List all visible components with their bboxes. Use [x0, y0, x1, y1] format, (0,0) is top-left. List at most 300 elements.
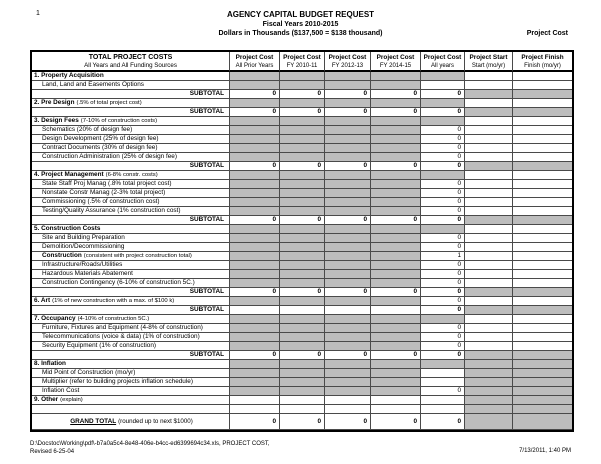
cost-fy-2014-15-cell: [371, 369, 421, 378]
header-line2: FY 2014-15: [379, 63, 412, 69]
project-start-cell[interactable]: [465, 252, 513, 261]
cost-all-prior-years-cell: [230, 135, 280, 144]
cost-fy-2014-15-cell: [371, 270, 421, 279]
section-row: [32, 360, 572, 369]
cost-all-prior-years-cell: [230, 297, 280, 306]
project-finish-cell[interactable]: [513, 180, 572, 189]
row-label: [32, 153, 230, 162]
project-start-cell: [465, 378, 513, 387]
row-label: [32, 279, 230, 288]
header-cost-all-prior-years: [230, 52, 280, 72]
cost-all-prior-years-cell: [230, 153, 280, 162]
row-label: [32, 396, 230, 405]
header-cost-fy-2014-15: [371, 52, 421, 72]
footer-revised: Revised 6-25-04: [30, 449, 75, 455]
cost-fy-2014-15-cell: [371, 279, 421, 288]
cost-all-years-cell: [421, 360, 465, 369]
header-line2: All Years and All Funding Sources: [84, 62, 177, 69]
title-block: [0, 10, 601, 37]
page-number: 1: [36, 10, 40, 17]
row-label-text: 2. Pre Design: [34, 99, 75, 106]
cost-fy-2012-13-cell[interactable]: 0: [325, 108, 371, 117]
cost-fy-2014-15-cell: [371, 117, 421, 126]
section-row: [32, 297, 572, 306]
project-finish-cell[interactable]: [513, 126, 572, 135]
cost-all-years-cell[interactable]: 0: [421, 90, 465, 99]
project-start-cell[interactable]: [465, 117, 513, 126]
line-item-row: [32, 144, 572, 153]
subtotal-row: [32, 351, 572, 360]
line-item-row: [32, 153, 572, 162]
cost-all-years-cell: [421, 117, 465, 126]
project-start-cell[interactable]: [465, 198, 513, 207]
project-start-cell: [465, 369, 513, 378]
header-line2: All Prior Years: [235, 63, 274, 69]
cost-fy-2010-11-cell: [280, 315, 325, 324]
header-line2: FY 2012-13: [331, 63, 364, 69]
budget-table: [30, 50, 574, 432]
cost-fy-2010-11-cell: [280, 234, 325, 243]
subtotal-row: [32, 306, 572, 315]
cost-all-prior-years-cell[interactable]: [230, 306, 280, 315]
cost-all-years-cell[interactable]: 0: [421, 207, 465, 216]
cost-all-years-cell[interactable]: 0: [421, 108, 465, 117]
project-start-cell[interactable]: [465, 261, 513, 270]
project-finish-cell: [513, 396, 572, 405]
cost-fy-2012-13-cell[interactable]: [325, 405, 371, 414]
cost-all-years-cell: [421, 171, 465, 180]
cost-all-prior-years-cell[interactable]: 0: [230, 351, 280, 360]
row-label: [32, 360, 230, 369]
cost-all-years-cell[interactable]: [421, 396, 465, 405]
row-label-text: Commissioning (.5% of construction cost): [42, 198, 160, 205]
cost-fy-2012-13-cell: [325, 135, 371, 144]
subtotal-row: [32, 216, 572, 225]
project-start-cell[interactable]: [465, 189, 513, 198]
cost-fy-2010-11-cell: [280, 81, 325, 90]
row-label-text: GRAND TOTAL: [70, 418, 117, 425]
cost-fy-2014-15-cell[interactable]: 0: [371, 288, 421, 297]
cost-all-prior-years-cell[interactable]: 0: [230, 162, 280, 171]
project-finish-cell[interactable]: [513, 297, 572, 306]
cost-fy-2014-15-cell: [371, 135, 421, 144]
cost-all-prior-years-cell: [230, 189, 280, 198]
project-finish-cell[interactable]: [513, 225, 572, 234]
cost-fy-2012-13-cell: [325, 189, 371, 198]
cost-fy-2012-13-cell[interactable]: [325, 306, 371, 315]
line-item-row: [32, 126, 572, 135]
header-line1: Project Finish: [521, 54, 564, 61]
cost-all-years-cell[interactable]: 0: [421, 189, 465, 198]
row-label-text: SUBTOTAL: [189, 108, 224, 115]
header-project-finish: [513, 52, 572, 72]
row-label-text: 8. Inflation: [34, 360, 66, 367]
row-label-text: SUBTOTAL: [189, 162, 224, 169]
cost-fy-2012-13-cell[interactable]: 0: [325, 351, 371, 360]
cost-fy-2014-15-cell: [371, 180, 421, 189]
cost-fy-2010-11-cell[interactable]: 0: [280, 351, 325, 360]
cost-fy-2014-15-cell[interactable]: 0: [371, 90, 421, 99]
project-start-cell[interactable]: [465, 81, 513, 90]
row-label: [32, 306, 230, 315]
project-start-cell: [465, 396, 513, 405]
cost-all-prior-years-cell[interactable]: 0: [230, 216, 280, 225]
cost-all-years-cell[interactable]: 0: [421, 351, 465, 360]
cost-fy-2014-15-cell[interactable]: [371, 405, 421, 414]
project-finish-cell: [513, 162, 572, 171]
cost-all-years-cell[interactable]: 0: [421, 297, 465, 306]
cost-all-years-cell[interactable]: 0: [421, 279, 465, 288]
cost-all-prior-years-cell: [230, 378, 280, 387]
row-label: [32, 378, 230, 387]
project-finish-cell[interactable]: [513, 189, 572, 198]
project-finish-cell[interactable]: [513, 234, 572, 243]
project-finish-cell: [513, 216, 572, 225]
project-start-cell[interactable]: [465, 171, 513, 180]
section-row: [32, 117, 572, 126]
cost-fy-2014-15-cell[interactable]: 0: [371, 414, 421, 430]
cost-all-prior-years-cell: [230, 207, 280, 216]
project-start-cell[interactable]: [465, 297, 513, 306]
cost-fy-2012-13-cell[interactable]: 0: [325, 414, 371, 430]
cost-fy-2012-13-cell: [325, 342, 371, 351]
grand-total-row: [32, 414, 572, 430]
project-finish-cell[interactable]: [513, 315, 572, 324]
project-start-cell[interactable]: [465, 342, 513, 351]
cost-all-prior-years-cell[interactable]: 0: [230, 90, 280, 99]
row-label: [32, 72, 230, 81]
cost-fy-2012-13-cell[interactable]: 0: [325, 288, 371, 297]
row-label: [32, 135, 230, 144]
cost-fy-2010-11-cell: [280, 117, 325, 126]
cost-fy-2014-15-cell: [371, 252, 421, 261]
cost-fy-2010-11-cell: [280, 261, 325, 270]
row-label: [32, 351, 230, 360]
cost-all-years-cell[interactable]: 0: [421, 198, 465, 207]
row-label: [32, 261, 230, 270]
cost-all-years-cell[interactable]: 0: [421, 333, 465, 342]
project-start-cell[interactable]: [465, 324, 513, 333]
project-finish-cell[interactable]: [513, 261, 572, 270]
cost-fy-2010-11-cell: [280, 99, 325, 108]
row-label-note: (7-10% of construction costs): [80, 118, 158, 124]
header-line2: Start (mo/yr): [471, 63, 506, 69]
line-item-row: [32, 342, 572, 351]
cost-fy-2010-11-cell[interactable]: 0: [280, 162, 325, 171]
project-finish-cell[interactable]: [513, 207, 572, 216]
project-finish-cell: [513, 369, 572, 378]
cost-all-prior-years-cell[interactable]: 0: [230, 108, 280, 117]
cost-fy-2010-11-cell: [280, 252, 325, 261]
cost-fy-2014-15-cell[interactable]: 0: [371, 162, 421, 171]
row-label: [32, 117, 230, 126]
cost-fy-2010-11-cell: [280, 297, 325, 306]
row-label-text: Construction Contingency (6-10% of construction 5C.): [42, 279, 195, 286]
project-finish-cell[interactable]: [513, 117, 572, 126]
project-start-cell: [465, 351, 513, 360]
project-finish-cell[interactable]: [513, 135, 572, 144]
cost-fy-2012-13-cell: [325, 117, 371, 126]
project-finish-cell[interactable]: [513, 270, 572, 279]
cost-fy-2010-11-cell[interactable]: 0: [280, 108, 325, 117]
project-finish-cell[interactable]: [513, 72, 572, 81]
project-start-cell[interactable]: [465, 207, 513, 216]
cost-all-years-cell[interactable]: [421, 378, 465, 387]
project-start-cell[interactable]: [465, 279, 513, 288]
header-line1: Project Cost: [283, 54, 321, 61]
project-start-cell: [465, 162, 513, 171]
cost-fy-2010-11-cell: [280, 153, 325, 162]
cost-all-prior-years-cell: [230, 342, 280, 351]
cost-all-years-cell[interactable]: 0: [421, 288, 465, 297]
cost-all-years-cell[interactable]: 0: [421, 243, 465, 252]
project-start-cell[interactable]: [465, 225, 513, 234]
cost-fy-2010-11-cell: [280, 387, 325, 396]
cost-fy-2012-13-cell[interactable]: 0: [325, 162, 371, 171]
cost-all-years-cell[interactable]: 0: [421, 162, 465, 171]
cost-fy-2010-11-cell: [280, 225, 325, 234]
cost-all-years-cell: [421, 315, 465, 324]
cost-fy-2014-15-cell[interactable]: 0: [371, 216, 421, 225]
cost-all-prior-years-cell: [230, 261, 280, 270]
project-finish-cell[interactable]: [513, 243, 572, 252]
cost-all-prior-years-cell: [230, 324, 280, 333]
line-item-row: [32, 405, 572, 414]
project-finish-cell[interactable]: [513, 171, 572, 180]
row-label-note: (explain): [60, 397, 83, 403]
cost-fy-2012-13-cell: [325, 297, 371, 306]
cost-all-years-cell[interactable]: 0: [421, 261, 465, 270]
row-label: [32, 369, 230, 378]
row-label: [32, 270, 230, 279]
cost-all-years-cell[interactable]: 1: [421, 252, 465, 261]
cost-fy-2010-11-cell[interactable]: 0: [280, 288, 325, 297]
project-start-cell[interactable]: [465, 333, 513, 342]
project-finish-cell[interactable]: [513, 252, 572, 261]
cost-fy-2012-13-cell: [325, 387, 371, 396]
project-finish-cell[interactable]: [513, 198, 572, 207]
cost-all-years-cell: [421, 72, 465, 81]
project-start-cell[interactable]: [465, 315, 513, 324]
row-label-note: (1% of new construction with a max. of $100 k): [52, 298, 175, 304]
cost-fy-2012-13-cell: [325, 261, 371, 270]
row-label-text: Construction Administration (25% of design fee): [42, 153, 177, 160]
row-label-note: (consistent with project construction total): [83, 253, 192, 259]
cost-fy-2014-15-cell: [371, 171, 421, 180]
row-label: [32, 108, 230, 117]
row-label: [32, 90, 230, 99]
cost-all-years-cell[interactable]: 0: [421, 135, 465, 144]
row-label-note: (4-10% of construction 5C.): [77, 316, 150, 322]
cost-fy-2012-13-cell: [325, 369, 371, 378]
cost-fy-2010-11-cell[interactable]: 0: [280, 216, 325, 225]
section-row: [32, 171, 572, 180]
cost-fy-2014-15-cell: [371, 126, 421, 135]
project-start-cell[interactable]: [465, 270, 513, 279]
row-label: [32, 162, 230, 171]
cost-all-years-cell[interactable]: 0: [421, 387, 465, 396]
cost-fy-2012-13-cell: [325, 126, 371, 135]
cost-all-years-cell[interactable]: 0: [421, 126, 465, 135]
cost-fy-2014-15-cell: [371, 99, 421, 108]
project-finish-cell[interactable]: [513, 153, 572, 162]
project-finish-cell[interactable]: [513, 279, 572, 288]
row-label: [32, 207, 230, 216]
section-row: [32, 225, 572, 234]
cost-fy-2014-15-cell: [371, 297, 421, 306]
project-finish-cell[interactable]: [513, 81, 572, 90]
header-line2: All years: [430, 63, 454, 69]
cost-all-years-cell[interactable]: [421, 369, 465, 378]
cost-all-prior-years-cell: [230, 180, 280, 189]
cost-all-prior-years-cell[interactable]: [230, 405, 280, 414]
line-item-row: [32, 81, 572, 90]
cost-fy-2010-11-cell[interactable]: [280, 396, 325, 405]
row-label-text: 5. Construction Costs: [34, 225, 101, 232]
header-line1: Project Cost: [328, 54, 367, 61]
cost-all-years-cell[interactable]: 0: [421, 306, 465, 315]
cost-fy-2010-11-cell[interactable]: [280, 306, 325, 315]
line-item-row: [32, 270, 572, 279]
project-start-cell: [465, 360, 513, 369]
cost-fy-2010-11-cell[interactable]: 0: [280, 90, 325, 99]
project-finish-cell[interactable]: [513, 324, 572, 333]
row-label: [32, 189, 230, 198]
row-label: [32, 252, 230, 261]
table-body: [32, 72, 572, 430]
cost-all-prior-years-cell[interactable]: 0: [230, 288, 280, 297]
cost-fy-2014-15-cell: [371, 225, 421, 234]
cost-fy-2012-13-cell[interactable]: 0: [325, 216, 371, 225]
cost-fy-2010-11-cell: [280, 243, 325, 252]
cost-all-years-cell[interactable]: 0: [421, 144, 465, 153]
header-line2: FY 2010-11: [286, 63, 318, 69]
cost-fy-2014-15-cell: [371, 81, 421, 90]
cost-all-prior-years-cell: [230, 387, 280, 396]
row-label-text: Construction: [42, 252, 82, 259]
cost-fy-2014-15-cell[interactable]: 0: [371, 351, 421, 360]
row-label: [32, 342, 230, 351]
project-start-cell[interactable]: [465, 99, 513, 108]
line-item-row: [32, 243, 572, 252]
line-item-row: [32, 252, 572, 261]
line-item-row: [32, 180, 572, 189]
cost-all-prior-years-cell: [230, 99, 280, 108]
cost-fy-2014-15-cell[interactable]: [371, 396, 421, 405]
table-header-row: [32, 52, 572, 72]
project-finish-cell[interactable]: [513, 333, 572, 342]
cost-all-prior-years-cell: [230, 225, 280, 234]
row-label-text: 3. Design Fees: [34, 117, 79, 124]
project-start-cell[interactable]: [465, 72, 513, 81]
row-label-text: Multiplier (refer to building projects inflation schedule): [42, 378, 193, 385]
project-finish-cell: [513, 108, 572, 117]
cost-fy-2010-11-cell[interactable]: [280, 405, 325, 414]
header-line1: Project Cost: [423, 54, 462, 61]
cost-fy-2010-11-cell: [280, 189, 325, 198]
cost-all-years-cell[interactable]: 0: [421, 153, 465, 162]
cost-all-years-cell[interactable]: 0: [421, 216, 465, 225]
cost-fy-2014-15-cell: [371, 234, 421, 243]
cost-fy-2010-11-cell: [280, 126, 325, 135]
cost-all-years-cell[interactable]: 0: [421, 180, 465, 189]
cost-fy-2010-11-cell[interactable]: 0: [280, 414, 325, 430]
project-start-cell: [465, 405, 513, 414]
project-start-cell[interactable]: [465, 243, 513, 252]
row-label-text: Site and Building Preparation: [42, 234, 125, 241]
project-finish-cell[interactable]: [513, 99, 572, 108]
project-start-cell[interactable]: [465, 135, 513, 144]
cost-all-prior-years-cell: [230, 198, 280, 207]
cost-all-years-cell[interactable]: 0: [421, 234, 465, 243]
cost-all-years-cell[interactable]: 0: [421, 270, 465, 279]
cost-fy-2014-15-cell[interactable]: [371, 306, 421, 315]
project-finish-cell[interactable]: [513, 144, 572, 153]
cost-all-years-cell[interactable]: [421, 405, 465, 414]
row-label: [32, 234, 230, 243]
project-start-cell[interactable]: [465, 234, 513, 243]
project-start-cell: [465, 90, 513, 99]
project-start-cell[interactable]: [465, 126, 513, 135]
cost-all-years-cell: [421, 225, 465, 234]
row-label-text: SUBTOTAL: [189, 288, 224, 295]
line-item-row: [32, 135, 572, 144]
cost-all-prior-years-cell: [230, 126, 280, 135]
cost-all-years-cell[interactable]: 0: [421, 342, 465, 351]
cost-fy-2012-13-cell: [325, 72, 371, 81]
cost-fy-2010-11-cell: [280, 378, 325, 387]
document-title: AGENCY CAPITAL BUDGET REQUEST: [226, 10, 375, 19]
project-finish-cell: [513, 90, 572, 99]
header-project-start: [465, 52, 513, 72]
project-finish-cell: [513, 387, 572, 396]
row-label-text: Security Equipment (1% of construction): [42, 342, 157, 349]
header-cost-all-years: [421, 52, 465, 72]
cost-fy-2012-13-cell: [325, 378, 371, 387]
project-start-cell[interactable]: [465, 153, 513, 162]
cost-all-years-cell[interactable]: 0: [421, 324, 465, 333]
cost-fy-2012-13-cell[interactable]: 0: [325, 90, 371, 99]
cost-all-prior-years-cell[interactable]: [230, 396, 280, 405]
section-row: [32, 99, 572, 108]
cost-all-years-cell[interactable]: 0: [421, 414, 465, 430]
project-finish-cell: [513, 306, 572, 315]
subtotal-row: [32, 162, 572, 171]
cost-fy-2010-11-cell: [280, 333, 325, 342]
project-finish-cell[interactable]: [513, 342, 572, 351]
project-start-cell[interactable]: [465, 144, 513, 153]
cost-fy-2014-15-cell: [371, 378, 421, 387]
project-start-cell[interactable]: [465, 180, 513, 189]
project-finish-cell: [513, 360, 572, 369]
cost-fy-2014-15-cell[interactable]: 0: [371, 108, 421, 117]
row-label: [32, 144, 230, 153]
row-label-note: (6-8% constr. costs): [105, 172, 158, 178]
row-label: [32, 225, 230, 234]
cost-fy-2010-11-cell: [280, 270, 325, 279]
cost-all-prior-years-cell: [230, 72, 280, 81]
cost-fy-2014-15-cell: [371, 261, 421, 270]
cost-fy-2012-13-cell[interactable]: [325, 396, 371, 405]
cost-all-years-cell[interactable]: [421, 81, 465, 90]
cost-all-prior-years-cell[interactable]: 0: [230, 414, 280, 430]
footer-file-info: [30, 440, 270, 456]
project-finish-cell: [513, 405, 572, 414]
cost-all-prior-years-cell: [230, 333, 280, 342]
row-label-text: Nonstate Constr Manag (2-3% total project): [42, 189, 166, 196]
cost-all-prior-years-cell: [230, 252, 280, 261]
row-label-text: Contract Documents (30% of design fee): [42, 144, 158, 151]
